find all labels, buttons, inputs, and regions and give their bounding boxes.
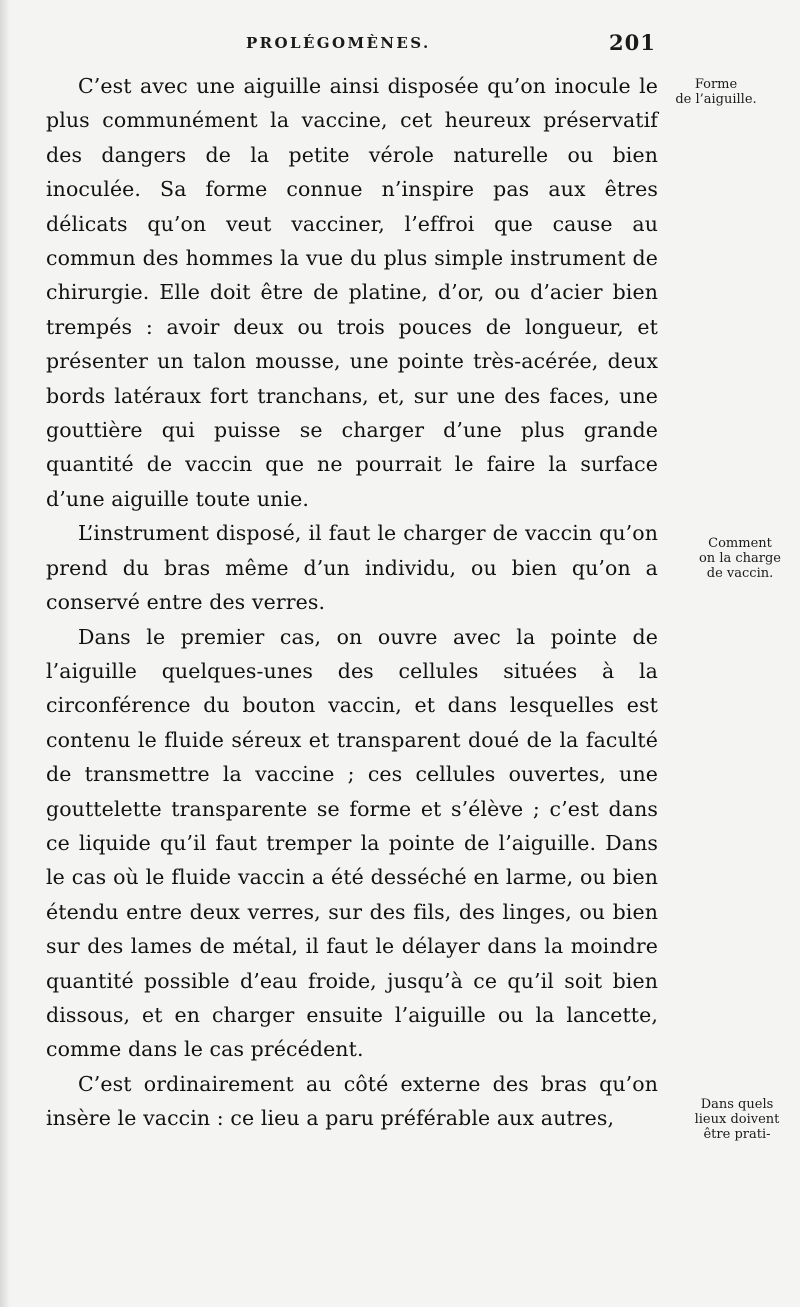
margin-note-line: de vaccin. [706, 566, 774, 581]
margin-note-line: de l’aiguille. [675, 92, 757, 107]
margin-note-line: lieux doivent [694, 1112, 780, 1127]
paragraph: C’est avec une aiguille ainsi disposée qu’on inocule le plus communément la vaccine, cet heureux préservatif des dangers de la petite vérole naturelle ou bien inoculée. Sa forme connue n’inspire pas aux êtres délicats qu’on veut vacciner, l’effroi que cause au commun des hommes la vue du plus simple instrument de chirurgie. Elle doit être de platine, d’or, ou d’acier bien trempés : avoir deux ou trois pouces de longueur, et présenter un talon mousse, une pointe très-acérée, deux bords latéraux fort tranchans, et, sur une des faces, une gouttière qui puisse se charger d’une plus grande quantité de vaccin que ne pourrait le faire la surface d’une aiguille toute unie. [46, 74, 658, 511]
margin-note-line: Comment [708, 536, 772, 551]
main-text-block [46, 69, 658, 1136]
margin-note-line: être prati- [703, 1127, 771, 1142]
paragraph: Dans le premier cas, on ouvre avec la pointe de l’aiguille quelques-unes des cellules situées à la circonférence du bouton vaccin, et dans lesquelles est contenu le fluide séreux et transparent doué de la faculté de transmettre la vaccine ; ces cellules ouvertes, une gouttelette transparente se forme et s’élève ; c’est dans ce liquide qu’il faut tremper la pointe de l’aiguille. Dans le cas où le fluide vaccin a été desséché en larme, ou bien étendu entre deux verres, sur des fils, des linges, ou bien sur des lames de métal, il faut le délayer dans la moindre quantité possible d’eau froide, jusqu’à ce qu’il soit bien dissous, et en charger ensuite l’aiguille ou la lancette, comme dans le cas précédent. [46, 624, 658, 1062]
margin-note-line: on la charge [698, 551, 781, 566]
margin-note-insertion-sites [677, 1097, 797, 1142]
margin-note-line: Dans quels [700, 1097, 774, 1112]
margin-note-loading-vaccine [680, 536, 800, 581]
page-header [0, 30, 800, 56]
paragraph: C’est ordinairement au côté externe des bras qu’on insère le vaccin : ce lieu a paru préférable aux autres, [46, 1071, 658, 1131]
running-head: PROLÉGOMÈNES. [246, 34, 431, 52]
page-binding-shadow [0, 0, 10, 1307]
margin-note-needle-shape [656, 77, 776, 107]
margin-note-line: Forme [694, 77, 738, 92]
page-number: 201 [609, 30, 656, 55]
paragraph: L’instrument disposé, il faut le charger de vaccin qu’on prend du bras même d’un individu, ou bien qu’on a conservé entre des verres. [46, 521, 658, 615]
